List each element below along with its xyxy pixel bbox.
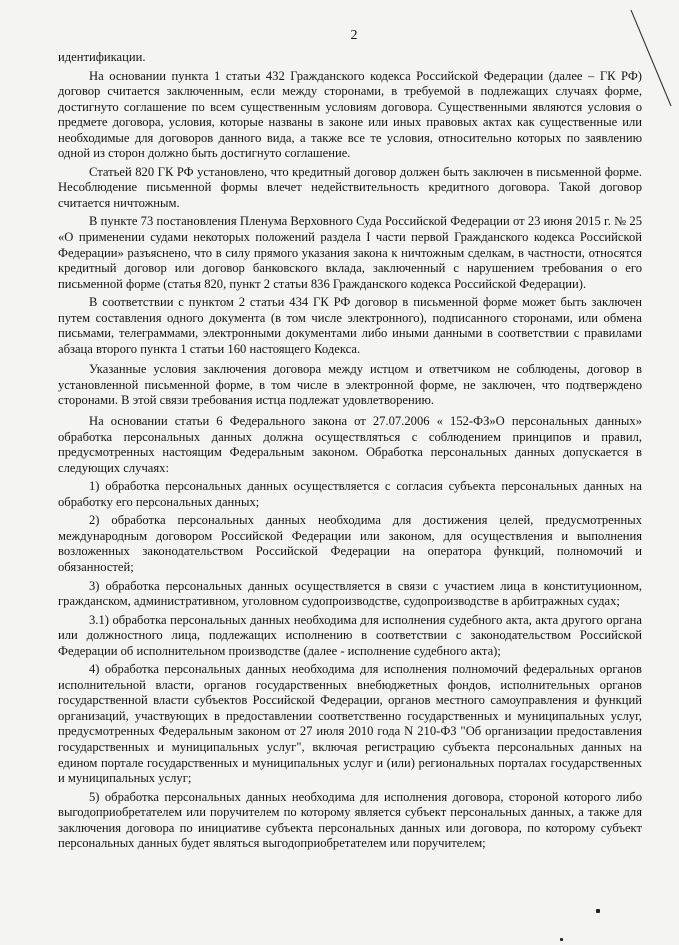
list-item: 1) обработка персональных данных осуществляется с согласия субъекта персональных данных на обработку его персональных данных; <box>58 479 642 509</box>
document-body <box>58 50 642 852</box>
list-item: 2) обработка персональных данных необходима для достижения целей, предусмотренных международным договором Российской Федерации или законом, для осуществления и выполнения возложенных законодательством Российской Федерации на оператора функций, полномочий и обязанностей; <box>58 513 642 574</box>
scan-edge-line <box>627 8 677 108</box>
paragraph: На основании пункта 1 статьи 432 Гражданского кодекса Российской Федерации (далее – ГК РФ) договор считается заключенным, если между сторонами, в требуемой в подлежащих случаях форме, достигнуто соглашение по всем существенным условиям договора. Существенными являются условия о предмете договора, условия, которые названы в законе или иных правовых актах как существенные или необходимые для договоров данного вида, а также все те условия, относительно которых по заявлению одной из сторон должно быть достигнуто соглашение. <box>58 68 642 161</box>
page-number: 2 <box>350 28 358 43</box>
paragraph: Указанные условия заключения договора между истцом и ответчиком не соблюдены, договор в установленной письменной форме, в том числе в электронной форме, не заключен, что подтверждено сторонами. В этой связи требования истца подлежат удовлетворению. <box>58 362 642 408</box>
list-item: 5) обработка персональных данных необходима для исполнения договора, стороной которого либо выгодоприобретателем или поручителем по которому является субъект персональных данных, а также для заключения договора по инициативе субъекта персональных данных или договора, по которому субъект персональных данных будет являться выгодоприобретателем или поручителем; <box>58 789 642 851</box>
scan-speck <box>596 909 600 913</box>
paragraph: В соответствии с пунктом 2 статьи 434 ГК РФ договор в письменной форме может быть заключен путем составления одного документа (в том числе электронного), подписанного сторонами, или обмена письмами, телеграммами, электронными документами либо иными данными в соответствии с правилами абзаца второго пункта 1 статьи 160 настоящего Кодекса. <box>58 295 642 356</box>
list-item: 3) обработка персональных данных осуществляется в связи с участием лица в конституционном, гражданском, административном, уголовном судопроизводстве, судопроизводстве в арбитражных судах; <box>58 578 642 609</box>
paragraph: В пункте 73 постановления Пленума Верховного Суда Российской Федерации от 23 июня 2015 г. № 25 «О применении судами некоторых положений раздела I части первой Гражданского кодекса Российской Федерации» разъяснено, что в силу прямого указания закона к ничтожным сделкам, в частности, относятся кредитный договор или договор банковского вклада, заключенный с нарушением требования о его письменной форме (статья 820, пункт 2 статьи 836 Гражданского кодекса Российской Федерации). <box>58 214 642 291</box>
list-item: 3.1) обработка персональных данных необходима для исполнения судебного акта, акта другого органа или должностного лица, подлежащих исполнению в соответствии с законодательством Российской Федерации об исполнительном производстве (далее - исполнение судебного акта); <box>58 612 642 658</box>
list-item: 4) обработка персональных данных необходима для исполнения полномочий федеральных органов исполнительной власти, органов государственных внебюджетных фондов, исполнительных органов государственной власти субъектов Российской Федерации, органов местного самоуправления и функций организаций, участвующих в предоставлении соответственно государственных и муниципальных услуг, предусмотренных Федеральным законом от 27 июля 2010 года N 210-ФЗ "Об организации предоставления государственных и муниципальных услуг", включая регистрацию субъекта персональных данных на едином портале государственных и муниципальных услуг и (или) региональных порталах государственных и муниципальных услуг; <box>58 662 642 786</box>
paragraph: Статьей 820 ГК РФ установлено, что кредитный договор должен быть заключен в письменной форме. Несоблюдение письменной формы влечет недействительность кредитного договора. Такой договор считается ничтожным. <box>58 164 642 210</box>
paragraph: На основании статьи 6 Федерального закона от 27.07.2006 « 152-ФЗ»О персональных данных» обработка персональных данных должна осуществляться с соблюдением принципов и правил, предусмотренных настоящим Федеральным законом. Обработка персональных данных допускается в следующих случаях: <box>58 414 642 475</box>
scan-speck <box>560 938 563 941</box>
paragraph: идентификации. <box>58 50 146 64</box>
